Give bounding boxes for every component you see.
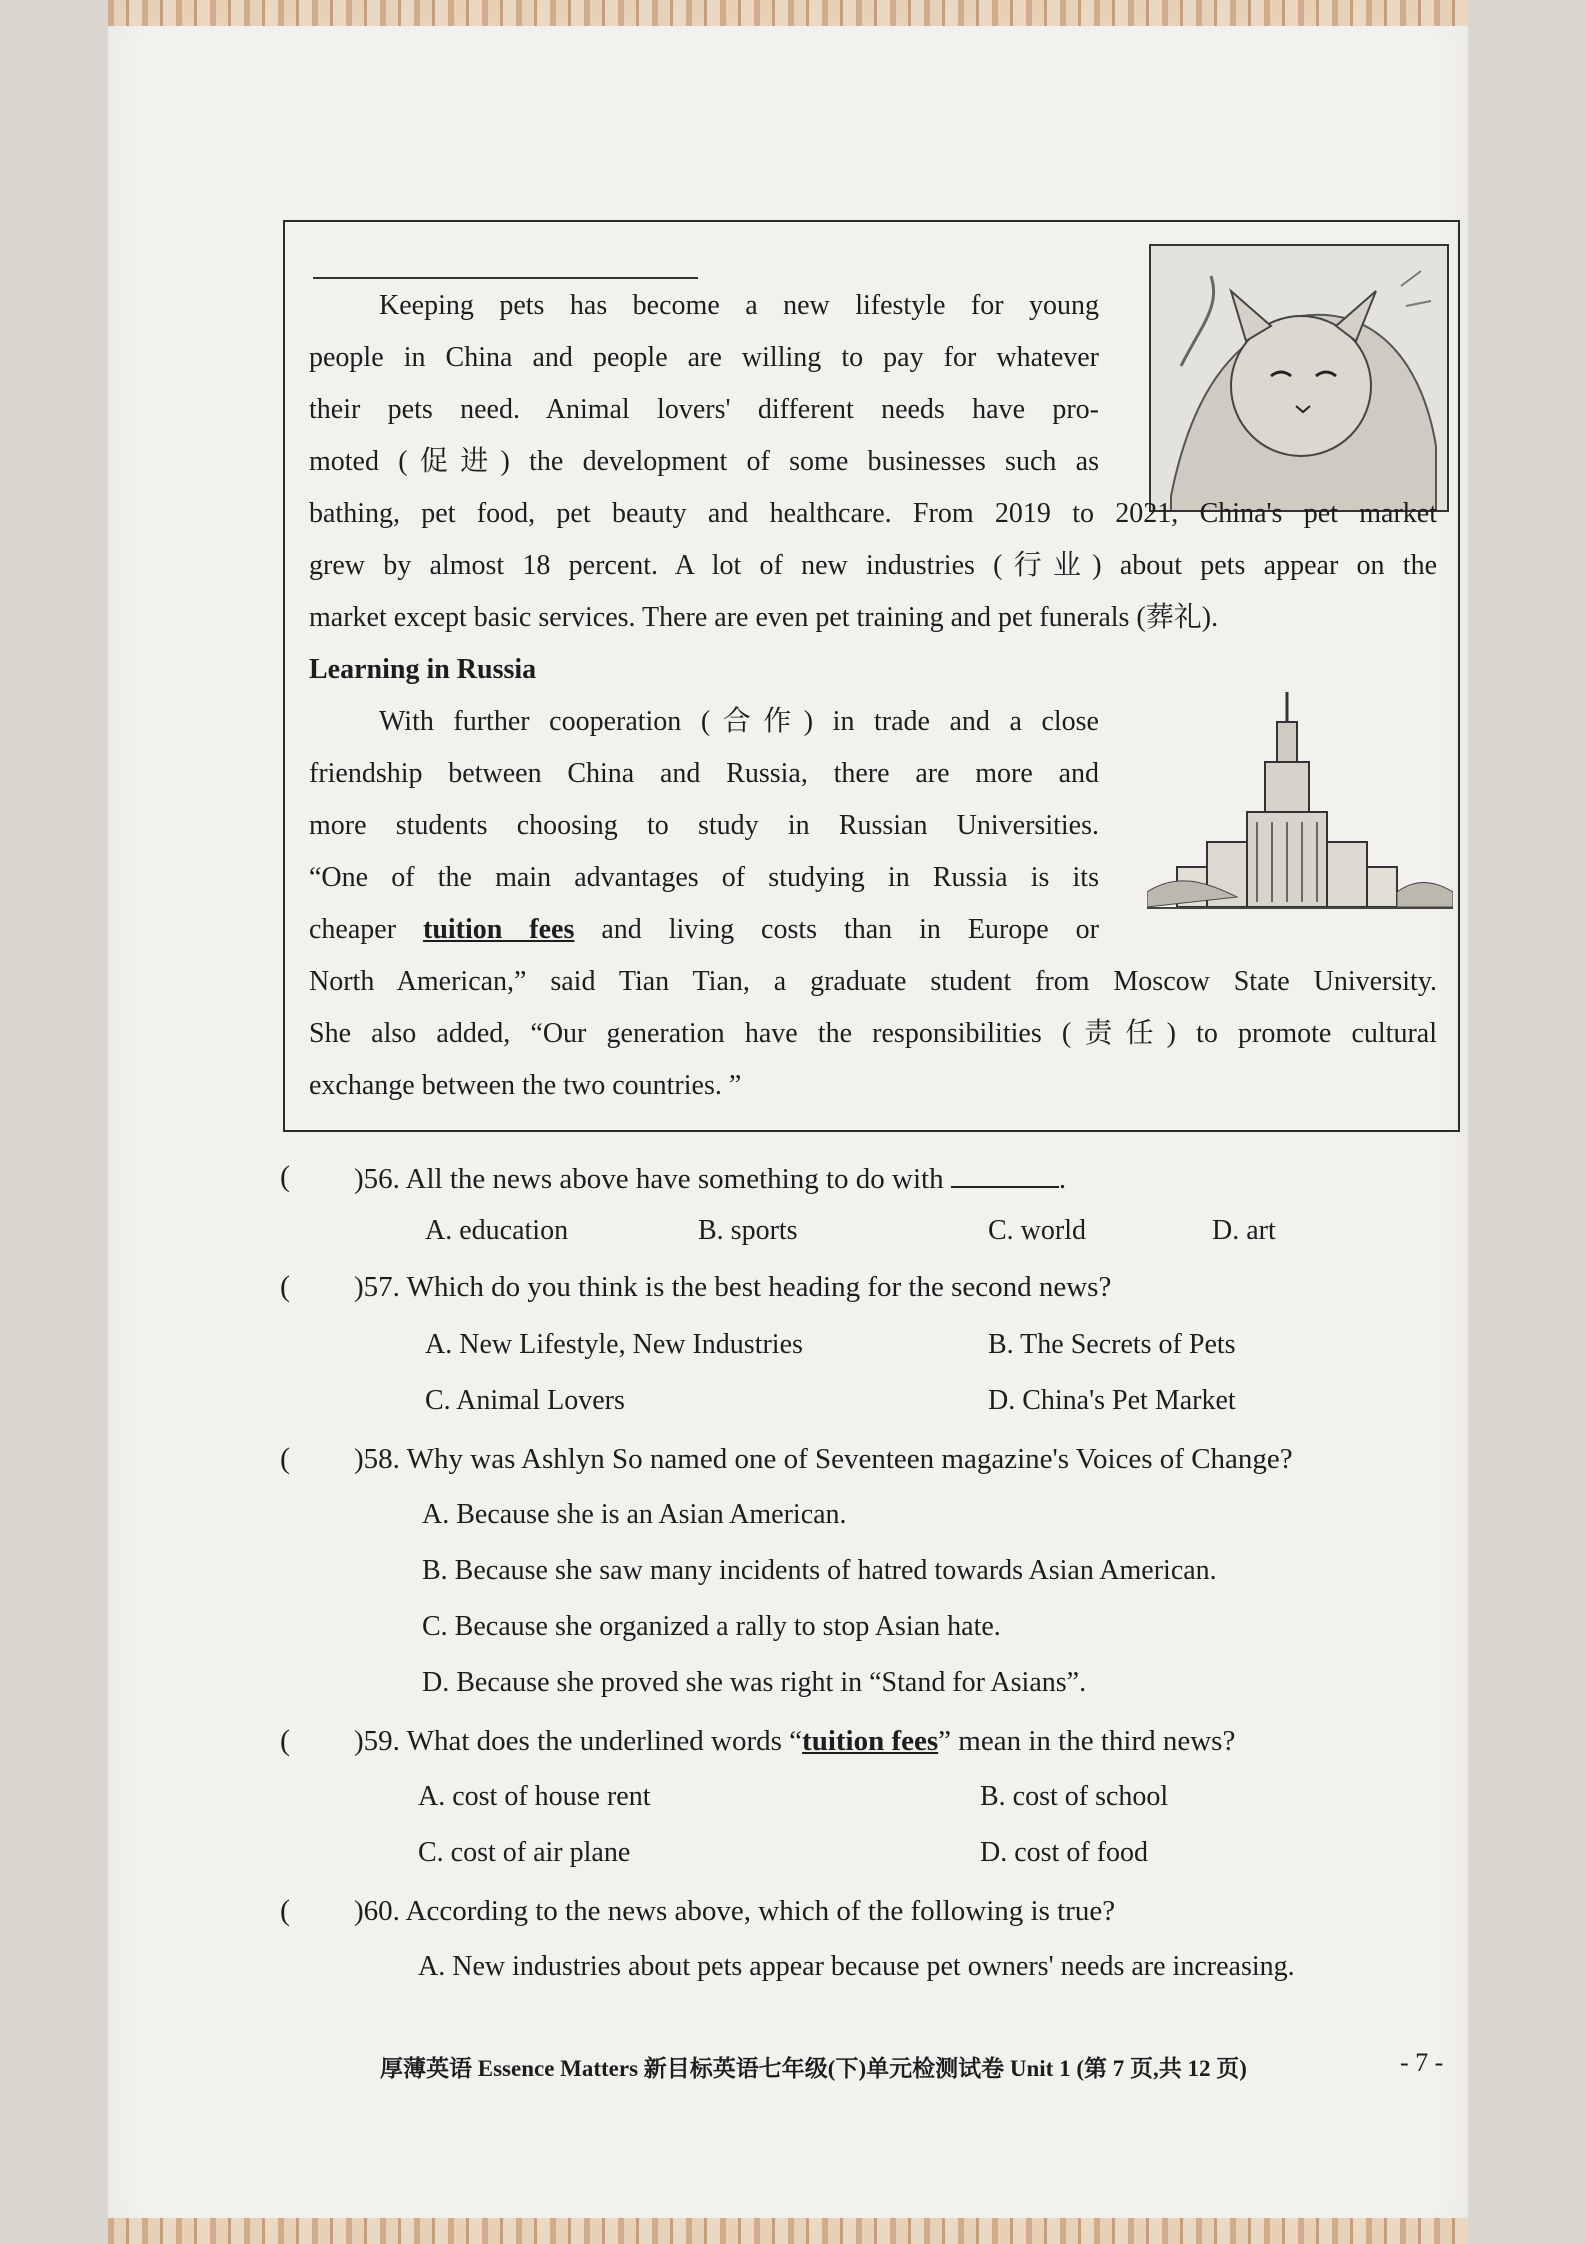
pet-illustration-image [1149, 244, 1449, 512]
q59-option-d[interactable]: D. cost of food [980, 1837, 1148, 1868]
q60-answer-paren[interactable]: ( [280, 1894, 290, 1927]
q59-stem [354, 1724, 1235, 1758]
q60-stem: )60. According to the news above, which of the following is true? [354, 1895, 1116, 1927]
russia-line-3: more students choosing to study in Russian Universities. [309, 810, 1099, 841]
q59-option-a[interactable]: A. cost of house rent [418, 1781, 651, 1812]
q57-option-a[interactable]: A. New Lifestyle, New Industries [425, 1329, 803, 1360]
q59-option-c[interactable]: C. cost of air plane [418, 1837, 631, 1868]
tuition-fees-underlined: tuition fees [423, 914, 575, 945]
q57-option-d[interactable]: D. China's Pet Market [988, 1385, 1236, 1416]
pets-line-2: people in China and people are willing to pay for whatever [309, 342, 1099, 373]
russia-line-5-start: cheaper [309, 914, 397, 945]
russia-line-1: With further cooperation (合作) in trade and a close [379, 706, 1099, 737]
pets-line-7: market except basic services. There are even pet training and pet funerals (葬礼). [309, 602, 1219, 633]
q60-option-a[interactable]: A. New industries about pets appear because pet owners' needs are increasing. [418, 1951, 1295, 1982]
russia-line-7: She also added, “Our generation have the responsibilities (责任) to promote cultural [309, 1018, 1437, 1049]
q59-answer-paren[interactable]: ( [280, 1724, 290, 1757]
pets-line-4: moted (促进) the development of some businesses such as [309, 446, 1099, 477]
q58-option-c[interactable]: C. Because she organized a rally to stop Asian hate. [422, 1611, 1001, 1642]
russia-line-5 [309, 913, 1099, 947]
q59-stem-post: ” mean in the third news? [938, 1725, 1236, 1757]
q58-option-b[interactable]: B. Because she saw many incidents of hatred towards Asian American. [422, 1555, 1217, 1586]
q56-option-c[interactable]: C. world [988, 1215, 1086, 1246]
pets-line-6: grew by almost 18 percent. A lot of new industries (行业) about pets appear on the [309, 550, 1437, 581]
q56-option-a[interactable]: A. education [425, 1215, 569, 1246]
q56-stem-text: )56. All the news above have something to do with [354, 1163, 944, 1195]
russia-line-6: North American,” said Tian Tian, a graduate student from Moscow State University. [309, 966, 1437, 997]
pets-line-1: Keeping pets has become a new lifestyle for young [379, 290, 1099, 321]
reading-passage-box [283, 220, 1460, 1132]
q57-stem: )57. Which do you think is the best heading for the second news? [354, 1271, 1112, 1303]
scan-edge-top [108, 0, 1468, 26]
q56-stem-end: . [1058, 1163, 1067, 1195]
page-number: - 7 - [1400, 2048, 1444, 2077]
q56-option-d[interactable]: D. art [1212, 1215, 1276, 1246]
page-footer: 厚薄英语 Essence Matters 新目标英语七年级(下)单元检测试卷 Unit 1 (第 7 页,共 12 页) [380, 2056, 1247, 2081]
q56-option-b[interactable]: B. sports [698, 1215, 798, 1246]
q57-option-b[interactable]: B. The Secrets of Pets [988, 1329, 1236, 1360]
q56-answer-blank[interactable] [951, 1160, 1059, 1188]
q59-option-b[interactable]: B. cost of school [980, 1781, 1169, 1812]
q56-answer-paren[interactable]: ( [280, 1160, 290, 1193]
russia-line-2: friendship between China and Russia, there are more and [309, 758, 1099, 789]
q59-underlined-words: tuition fees [802, 1725, 939, 1757]
q59-stem-pre: )59. What does the underlined words “ [354, 1725, 803, 1757]
russia-heading: Learning in Russia [309, 654, 537, 685]
q57-option-c[interactable]: C. Animal Lovers [425, 1385, 625, 1416]
pets-line-3: their pets need. Animal lovers' different needs have pro- [309, 394, 1099, 425]
russia-line-4: “One of the main advantages of studying in Russia is its [309, 862, 1099, 893]
russia-line-5-end: and living costs than in Europe or [601, 914, 1099, 945]
russia-line-8: exchange between the two countries. ” [309, 1070, 742, 1101]
q58-stem: )58. Why was Ashlyn So named one of Seventeen magazine's Voices of Change? [354, 1443, 1293, 1475]
q58-answer-paren[interactable]: ( [280, 1442, 290, 1475]
q56-stem [354, 1160, 1066, 1196]
scan-edge-bottom [108, 2218, 1468, 2244]
q57-answer-paren[interactable]: ( [280, 1270, 290, 1303]
q58-option-a[interactable]: A. Because she is an Asian American. [422, 1499, 847, 1530]
section-rule [313, 277, 698, 279]
q58-option-d[interactable]: D. Because she proved she was right in “Stand for Asians”. [422, 1667, 1087, 1698]
moscow-university-illustration-image [1147, 692, 1453, 922]
pets-line-5: bathing, pet food, pet beauty and healthcare. From 2019 to 2021, China's pet market [309, 498, 1437, 529]
